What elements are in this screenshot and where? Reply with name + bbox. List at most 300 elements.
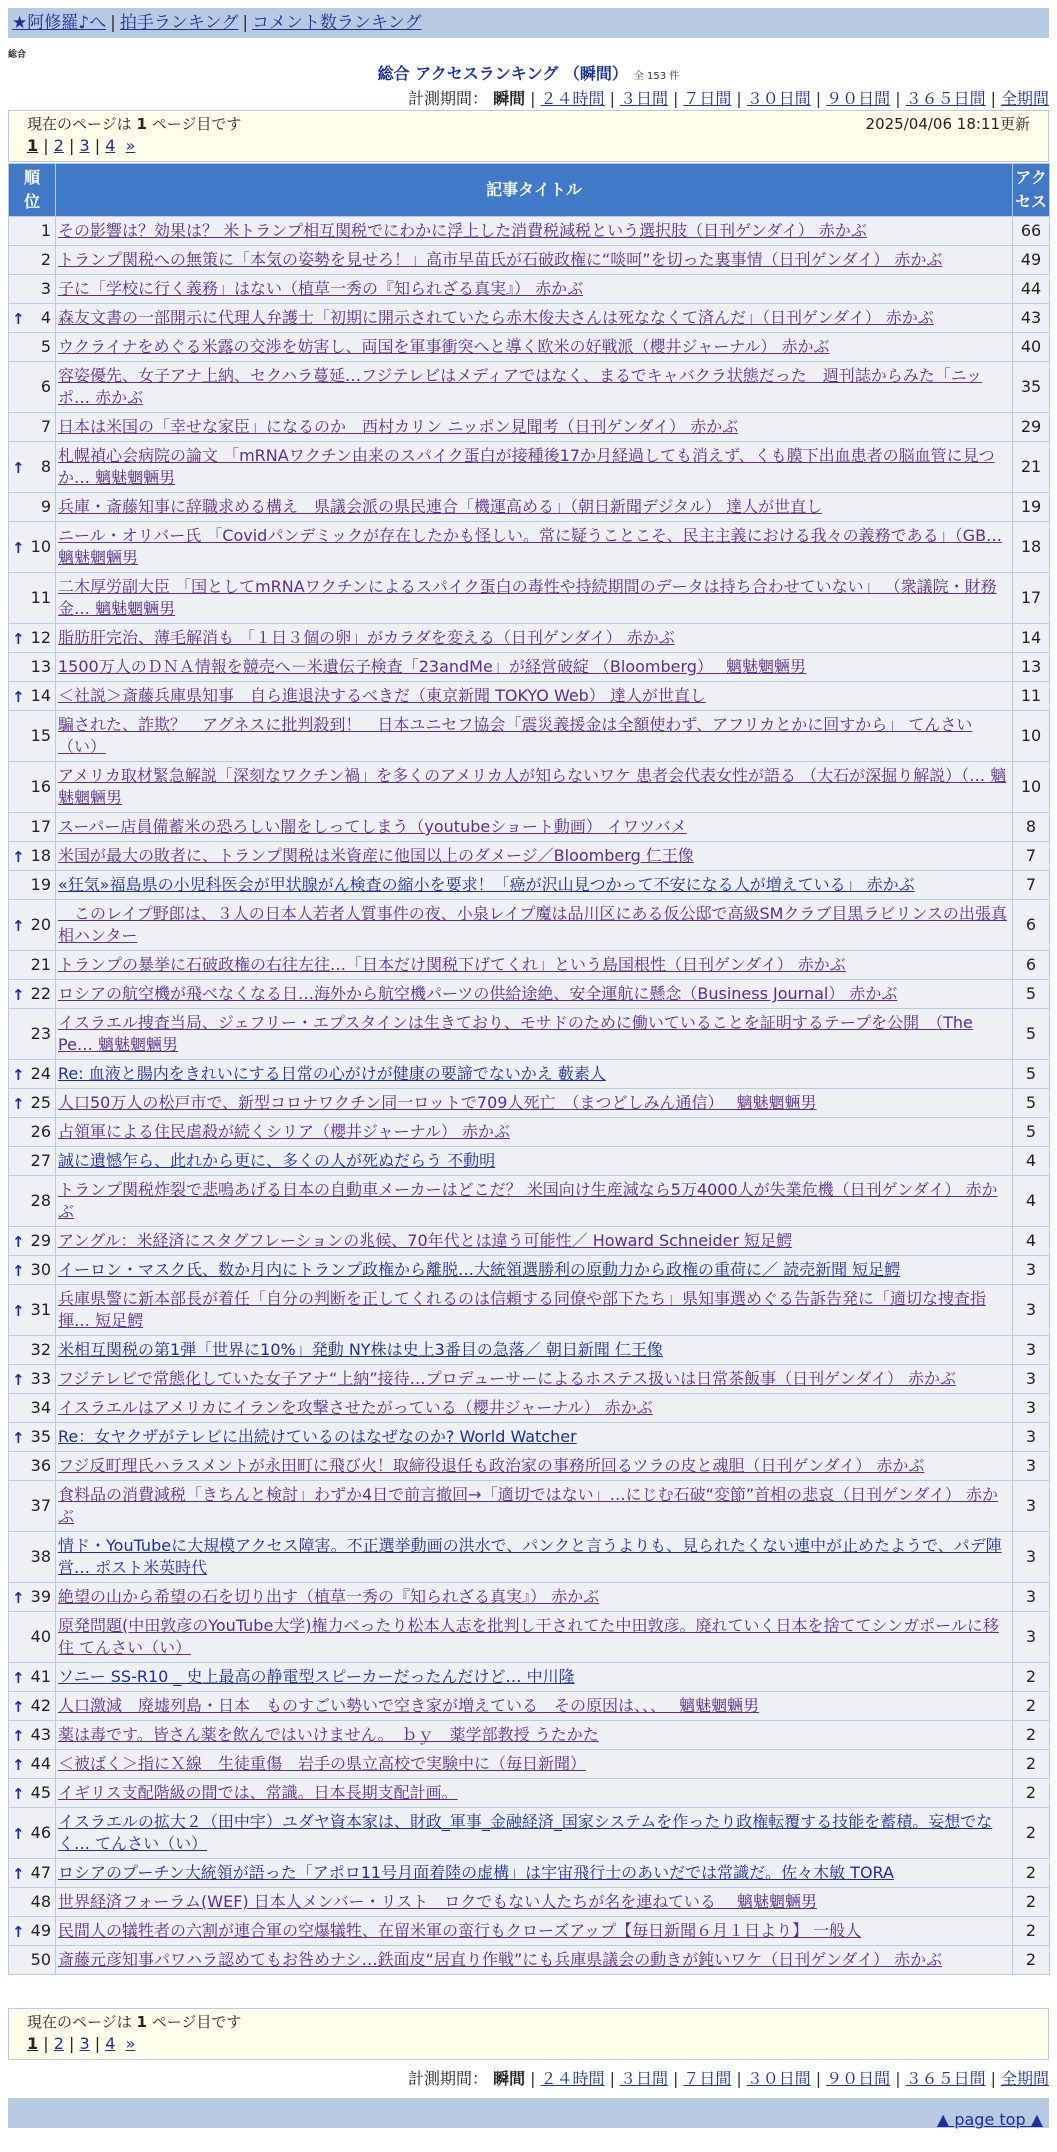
title-cell bbox=[56, 362, 1013, 413]
access-count-cell: 3 bbox=[1013, 1336, 1050, 1365]
rank-number: 37 bbox=[30, 1496, 51, 1515]
access-count-cell: 3 bbox=[1013, 1256, 1050, 1285]
title-cell bbox=[56, 871, 1013, 900]
title-cell bbox=[56, 1946, 1013, 1975]
rank-cell bbox=[9, 624, 56, 653]
rank-cell bbox=[9, 1612, 56, 1663]
title-cell bbox=[56, 951, 1013, 980]
access-count-cell: 5 bbox=[1013, 1009, 1050, 1060]
table-row bbox=[9, 522, 1050, 573]
article-title-link[interactable]: アングル：米経済にスタグフレーションの兆候、70年代とは違う可能性／ Howard Schneider 短足鰐 bbox=[58, 1231, 793, 1250]
page-4-link[interactable]: 4 bbox=[105, 2034, 116, 2053]
article-title-link[interactable]: ウクライナをめぐる米露の交渉を妨害し、両国を軍事衝突へと導く欧米の好戦派（櫻井ジャーナル） 赤かぶ bbox=[58, 337, 830, 356]
table-row bbox=[9, 1779, 1050, 1808]
title-cell bbox=[56, 1692, 1013, 1721]
article-title-link[interactable]: トランプ関税炸裂で悲鳴あげる日本の自動車メーカーはどこだ？ 米国向け生産減なら5万4000人が失業危機（日刊ゲンダイ） 赤かぶ bbox=[58, 1180, 998, 1221]
rank-number: 41 bbox=[30, 1667, 51, 1686]
access-count-cell: 10 bbox=[1013, 762, 1050, 813]
rank-number: 46 bbox=[30, 1823, 51, 1842]
period-365d-link[interactable]: ３６５日間 bbox=[905, 2069, 986, 2088]
title-cell bbox=[56, 1336, 1013, 1365]
rank-cell bbox=[9, 217, 56, 246]
table-row bbox=[9, 1176, 1050, 1227]
asyura-home-link[interactable]: ★阿修羅♪へ bbox=[12, 13, 107, 33]
rank-number: 2 bbox=[40, 250, 51, 269]
table-row bbox=[9, 1946, 1050, 1975]
rank-number: 47 bbox=[30, 1863, 51, 1882]
rank-up-arrow-icon: ↑ bbox=[12, 539, 25, 557]
access-count-cell: 2 bbox=[1013, 1946, 1050, 1975]
access-count-cell: 8 bbox=[1013, 813, 1050, 842]
rank-cell bbox=[9, 1009, 56, 1060]
title-cell bbox=[56, 653, 1013, 682]
rank-number: 22 bbox=[30, 984, 51, 1003]
rank-number: 50 bbox=[30, 1950, 51, 1969]
ranking-table bbox=[8, 163, 1050, 1975]
rank-number: 40 bbox=[30, 1627, 51, 1646]
article-title-link[interactable]: ソニー SS-R10 _ 史上最高の静電型スピーカーだったんだけど… 中川隆 bbox=[58, 1667, 575, 1686]
rank-cell bbox=[9, 1147, 56, 1176]
access-count-cell: 3 bbox=[1013, 1583, 1050, 1612]
period-90d-link[interactable]: ９０日間 bbox=[826, 89, 891, 108]
article-title-link[interactable]: 情ド・YouTubeに大規模アクセス障害。不正選挙動画の洪水で、パンクと言うよりも、見られたくない連中が止めたようで、パデ陣営… ポスト米英時代 bbox=[58, 1536, 1002, 1577]
article-title-link[interactable]: 食料品の消費減税「きちんと検討」わずか4日で前言撤回→「適切ではない」…にじむ石破“変節”首相の悲哀（日刊ゲンダイ） 赤かぶ bbox=[58, 1485, 998, 1526]
article-title-link[interactable]: 薬は毒です。皆さん薬を飲んではいけません。 ｂｙ 薬学部教授 うたかた bbox=[58, 1725, 599, 1744]
rank-number: 36 bbox=[30, 1456, 51, 1475]
rank-number: 19 bbox=[30, 875, 51, 894]
access-count-cell: 17 bbox=[1013, 573, 1050, 624]
table-row bbox=[9, 842, 1050, 871]
article-title-link[interactable]: 日本は米国の「幸せな家臣」になるのか 西村カリン ニッポン見聞考（日刊ゲンダイ） 赤かぶ bbox=[58, 417, 739, 436]
table-row bbox=[9, 1721, 1050, 1750]
article-title-link[interactable]: 二木厚労副大臣 「国としてmRNAワクチンによるスパイク蛋白の毒性や持続期間のデータは持ち合わせていない」 （衆議院・財務金… 魑魅魍魎男 bbox=[58, 577, 997, 618]
title-cell bbox=[56, 1256, 1013, 1285]
article-title-link[interactable]: 脂肪肝完治、薄毛解消も 「１日３個の卵」がカラダを変える（日刊ゲンダイ） 赤かぶ bbox=[58, 628, 675, 647]
rank-cell bbox=[9, 1692, 56, 1721]
access-count-cell: 66 bbox=[1013, 217, 1050, 246]
table-row bbox=[9, 1285, 1050, 1336]
article-title-link[interactable]: スーパー店員備蓄米の恐ろしい闇をしってしまう（youtubeショート動画） イワツバメ bbox=[58, 817, 687, 836]
rank-cell bbox=[9, 1808, 56, 1859]
rank-number: 20 bbox=[30, 915, 51, 934]
rank-cell bbox=[9, 1859, 56, 1888]
pagination-top: 1 | 2 | 3 | 4 » bbox=[27, 136, 136, 155]
table-row bbox=[9, 1692, 1050, 1721]
article-title-link[interactable]: ニール・オリバー氏 「Covidパンデミックが存在したかも怪しい。常に疑うことこそ、民主主義における我々の義務である」（GB… 魑魅魍魎男 bbox=[58, 526, 1003, 567]
article-title-link[interactable]: 民間人の犠牲者の六割が連合軍の空爆犠牲、在留米軍の蛮行もクローズアップ【毎日新聞６月１日より】 一般人 bbox=[58, 1921, 862, 1940]
table-row bbox=[9, 1365, 1050, 1394]
access-count-cell: 40 bbox=[1013, 333, 1050, 362]
table-row bbox=[9, 1009, 1050, 1060]
article-title-link[interactable]: 原発問題(中田敦彦のYouTube大学)権力べったり松本人志を批判し干されてた中田敦彦。廃れていく日本を捨ててシンガポールに移住 てんさい（い） bbox=[58, 1616, 999, 1657]
access-count-cell: 3 bbox=[1013, 1481, 1050, 1532]
rank-cell bbox=[9, 1663, 56, 1692]
table-row bbox=[9, 1750, 1050, 1779]
access-count-cell: 7 bbox=[1013, 871, 1050, 900]
table-header-row bbox=[9, 164, 1050, 217]
table-row bbox=[9, 980, 1050, 1009]
rank-cell bbox=[9, 304, 56, 333]
table-row bbox=[9, 1583, 1050, 1612]
rank-cell bbox=[9, 1888, 56, 1917]
title-cell bbox=[56, 1227, 1013, 1256]
ranking-table-body bbox=[9, 217, 1050, 1975]
table-row bbox=[9, 275, 1050, 304]
rank-up-arrow-icon: ↑ bbox=[12, 1785, 25, 1803]
rank-cell bbox=[9, 762, 56, 813]
period-selector-bottom: 計測期間： 瞬間 | ２４時間 | ３日間 | ７日間 | ３０日間 | ９０日間 | ３６５日間 | 全期間 bbox=[408, 2069, 1049, 2088]
article-title-link[interactable]: ＜被ばく＞指にＸ線 生徒重傷 岩手の県立高校で実験中に（毎日新聞） bbox=[58, 1754, 587, 1773]
title-cell bbox=[56, 682, 1013, 711]
rank-number: 13 bbox=[30, 657, 51, 676]
table-row bbox=[9, 1118, 1050, 1147]
period-30d-link[interactable]: ３０日間 bbox=[746, 2069, 811, 2088]
table-row bbox=[9, 682, 1050, 711]
rank-cell bbox=[9, 275, 56, 304]
article-title-link[interactable]: Re: 血液と腸内をきれいにする日常の心がけが健康の要諦でないかえ 藪素人 bbox=[58, 1064, 606, 1083]
article-title-link[interactable]: 絶望の山から希望の石を切り出す（植草一秀の『知られざる真実』） 赤かぶ bbox=[58, 1587, 600, 1606]
title-cell bbox=[56, 217, 1013, 246]
access-count-cell: 2 bbox=[1013, 1750, 1050, 1779]
rank-number: 45 bbox=[30, 1783, 51, 1802]
access-count-cell: 49 bbox=[1013, 246, 1050, 275]
article-title-link[interactable]: フジテレビで常態化していた女子アナ“上納”接待…プロデューサーによるホステス扱いは日常茶飯事（日刊ゲンダイ） 赤かぶ bbox=[58, 1369, 956, 1388]
top-nav-bar bbox=[8, 8, 1049, 38]
article-title-link[interactable]: 占領軍による住民虐殺が続くシリア（櫻井ジャーナル） 赤かぶ bbox=[58, 1122, 510, 1141]
rank-cell bbox=[9, 1394, 56, 1423]
article-title-link[interactable]: Re：女ヤクザがテレビに出続けているのはなぜなのか? World Watcher bbox=[58, 1427, 577, 1446]
access-count-cell: 3 bbox=[1013, 1423, 1050, 1452]
rank-cell bbox=[9, 1583, 56, 1612]
article-title-link[interactable]: イスラエルの拡大２（田中宇）ユダヤ資本家は、財政_軍事_金融経済_国家システムを作ったり政権転覆する技能を蓄積。妄想でなく… てんさい（い） bbox=[58, 1812, 993, 1853]
title-cell bbox=[56, 1808, 1013, 1859]
title-cell bbox=[56, 1452, 1013, 1481]
comment-ranking-link[interactable]: コメント数ランキング bbox=[252, 13, 422, 33]
period-7d-link[interactable]: ７日間 bbox=[683, 89, 732, 108]
current-page-text-bottom: 現在のページは 1 ページ目です bbox=[27, 2013, 242, 2031]
rank-number: 9 bbox=[40, 497, 51, 516]
title-cell bbox=[56, 1394, 1013, 1423]
period-all-link[interactable]: 全期間 bbox=[1000, 89, 1049, 108]
table-row bbox=[9, 493, 1050, 522]
rank-cell bbox=[9, 246, 56, 275]
bottom-bar bbox=[8, 2098, 1049, 2128]
rank-up-arrow-icon: ↑ bbox=[12, 1825, 25, 1843]
title-cell bbox=[56, 1750, 1013, 1779]
article-title-link[interactable]: イーロン・マスク氏、数か月内にトランプ政権から離脱…大統領選勝利の原動力から政権の重荷に／ 読売新聞 短足鰐 bbox=[58, 1260, 901, 1279]
access-count-cell: 35 bbox=[1013, 362, 1050, 413]
access-count-cell: 5 bbox=[1013, 1089, 1050, 1118]
article-title-link[interactable]: «狂気»福島県の小児科医会が甲状腺がん検査の縮小を要求！「癌が沢山見つかって不安になる人が増えている」 赤かぶ bbox=[58, 875, 915, 894]
period-90d-link[interactable]: ９０日間 bbox=[826, 2069, 891, 2088]
article-title-link[interactable]: トランプ関税への無策に「本気の姿勢を見せろ！」高市早苗氏が石破政権に“啖呵”を切った裏事情（日刊ゲンダイ） 赤かぶ bbox=[58, 250, 943, 269]
page-1-current: 1 bbox=[27, 136, 39, 155]
access-count-cell: 3 bbox=[1013, 1285, 1050, 1336]
rank-number: 21 bbox=[30, 955, 51, 974]
rank-number: 29 bbox=[30, 1231, 51, 1250]
page-1-current: 1 bbox=[27, 2034, 39, 2053]
title-cell bbox=[56, 624, 1013, 653]
table-row bbox=[9, 1227, 1050, 1256]
access-count-cell: 2 bbox=[1013, 1692, 1050, 1721]
article-title-link[interactable]: 兵庫県警に新本部長が着任「自分の判断を正してくれるのは信頼する同僚や部下たち」県知事選めぐる告訴告発に「適切な捜査指揮… 短足鰐 bbox=[58, 1289, 987, 1330]
rank-number: 35 bbox=[30, 1427, 51, 1446]
col-access-header: アク セス bbox=[1013, 164, 1050, 217]
rank-cell bbox=[9, 1365, 56, 1394]
page-info-bottom bbox=[8, 2008, 1049, 2060]
page-3-link[interactable]: 3 bbox=[79, 136, 90, 155]
page-2-link[interactable]: 2 bbox=[53, 136, 64, 155]
title-cell bbox=[56, 1009, 1013, 1060]
article-title-link[interactable]: ロシアの航空機が飛べなくなる日…海外から航空機パーツの供給途絶、安全運航に懸念（Business Journal） 赤かぶ bbox=[58, 984, 898, 1003]
rank-number: 44 bbox=[30, 1754, 51, 1773]
pagination-bottom: 1 | 2 | 3 | 4 » bbox=[27, 2034, 136, 2053]
title-cell bbox=[56, 493, 1013, 522]
page-2-link[interactable]: 2 bbox=[53, 2034, 64, 2053]
rank-number: 14 bbox=[30, 686, 51, 705]
table-row bbox=[9, 624, 1050, 653]
article-title-link[interactable]: 札幌禎心会病院の論文 「mRNAワクチン由来のスパイク蛋白が接種後17か月経過しても消えず、くも膜下出血患者の脳血管に見つか… 魑魅魍魎男 bbox=[58, 446, 995, 487]
rank-number: 31 bbox=[30, 1300, 51, 1319]
table-row bbox=[9, 1917, 1050, 1946]
title-cell bbox=[56, 1779, 1013, 1808]
rank-up-arrow-icon: ↑ bbox=[12, 1756, 25, 1774]
article-title-link[interactable]: 騙された、詐欺？ アグネスに批判殺到！ 日本ユニセフ協会「震災義援金は全額使わず、アフリカとかに回すから」 てんさい（い） bbox=[58, 715, 973, 756]
title-cell bbox=[56, 573, 1013, 624]
access-count-cell: 2 bbox=[1013, 1888, 1050, 1917]
title-cell bbox=[56, 980, 1013, 1009]
table-row bbox=[9, 762, 1050, 813]
title-cell bbox=[56, 1917, 1013, 1946]
title-cell bbox=[56, 762, 1013, 813]
rank-number: 6 bbox=[40, 377, 51, 396]
article-title-link[interactable]: 米国が最大の敗者に、トランプ関税は米資産に他国以上のダメージ／Bloomberg 仁王像 bbox=[58, 846, 694, 865]
rank-up-arrow-icon: ↑ bbox=[12, 1669, 25, 1687]
period-3d-link[interactable]: ３日間 bbox=[619, 2069, 668, 2088]
access-count-cell: 3 bbox=[1013, 1612, 1050, 1663]
table-row bbox=[9, 1394, 1050, 1423]
rank-number: 34 bbox=[30, 1398, 51, 1417]
table-row bbox=[9, 653, 1050, 682]
article-title-link[interactable]: ＜社説＞斎藤兵庫県知事 自ら進退決するべきだ（東京新聞 TOKYO Web） 達人が世直し bbox=[58, 686, 706, 705]
rank-number: 26 bbox=[30, 1122, 51, 1141]
rank-cell bbox=[9, 682, 56, 711]
table-row bbox=[9, 1423, 1050, 1452]
breadcrumb: 総合 bbox=[8, 50, 27, 60]
title-cell bbox=[56, 711, 1013, 762]
rank-number: 1 bbox=[40, 221, 51, 240]
rank-cell bbox=[9, 1336, 56, 1365]
rank-number: 28 bbox=[30, 1191, 51, 1210]
access-count-cell: 3 bbox=[1013, 1532, 1050, 1583]
title-cell bbox=[56, 900, 1013, 951]
title-cell bbox=[56, 1663, 1013, 1692]
rank-cell bbox=[9, 653, 56, 682]
page-top-link[interactable]: ▲ page top ▲ bbox=[936, 2110, 1043, 2129]
article-title-link[interactable]: 世界経済フォーラム(WEF) 日本人メンバー・リスト ロクでもない人たちが名を連ねている 魑魅魍魎男 bbox=[58, 1892, 817, 1911]
table-row bbox=[9, 1888, 1050, 1917]
rank-cell bbox=[9, 842, 56, 871]
rank-number: 17 bbox=[30, 817, 51, 836]
rank-up-arrow-icon: ↑ bbox=[12, 1233, 25, 1251]
article-title-link[interactable]: 誠に遺憾乍ら、此れから更に、多くの人が死ぬだらう 不動明 bbox=[58, 1151, 496, 1170]
table-row bbox=[9, 1089, 1050, 1118]
rank-cell bbox=[9, 813, 56, 842]
table-row bbox=[9, 1336, 1050, 1365]
article-title-link[interactable]: その影響は？効果は？ 米トランプ相互関税でにわかに浮上した消費税減税という選択肢（日刊ゲンダイ） 赤かぶ bbox=[58, 221, 867, 240]
title-cell bbox=[56, 1612, 1013, 1663]
table-row bbox=[9, 951, 1050, 980]
period-all-link[interactable]: 全期間 bbox=[1000, 2069, 1049, 2088]
period-365d-link[interactable]: ３６５日間 bbox=[905, 89, 986, 108]
article-title-link[interactable]: トランプの暴挙に石破政権の右往左往…「日本だけ関税下げてくれ」という島国根性（日刊ゲンダイ） 赤かぶ bbox=[58, 955, 846, 974]
rank-cell bbox=[9, 1060, 56, 1089]
page-title-text: 総合 アクセスランキング （瞬間） bbox=[377, 64, 628, 83]
table-row bbox=[9, 217, 1050, 246]
rank-number: 30 bbox=[30, 1260, 51, 1279]
period-selector-top: 計測期間： 瞬間 | ２４時間 | ３日間 | ７日間 | ３０日間 | ９０日間 | ３６５日間 | 全期間 bbox=[408, 89, 1049, 108]
rank-up-arrow-icon: ↑ bbox=[12, 1302, 25, 1320]
title-cell bbox=[56, 813, 1013, 842]
title-cell bbox=[56, 1583, 1013, 1612]
table-row bbox=[9, 813, 1050, 842]
rank-cell bbox=[9, 1176, 56, 1227]
rank-number: 33 bbox=[30, 1369, 51, 1388]
article-title-link[interactable]: イギリス支配階級の間では、常識。日本長期支配計画。 bbox=[58, 1783, 458, 1802]
article-title-link[interactable]: 容姿優先、女子アナ上納、セクハラ蔓延…フジテレビはメディアではなく、まるでキャバクラ状態だった 週刊誌からみた「ニッポ… 赤かぶ bbox=[58, 366, 983, 407]
rank-cell bbox=[9, 1118, 56, 1147]
title-cell bbox=[56, 1859, 1013, 1888]
period-24h-link[interactable]: ２４時間 bbox=[540, 2069, 605, 2088]
title-cell bbox=[56, 1147, 1013, 1176]
access-count-cell: 13 bbox=[1013, 653, 1050, 682]
access-count-cell: 2 bbox=[1013, 1663, 1050, 1692]
rank-up-arrow-icon: ↑ bbox=[12, 848, 25, 866]
applause-ranking-link[interactable]: 拍手ランキング bbox=[119, 13, 239, 33]
article-title-link[interactable]: 森友文書の一部開示に代理人弁護士「初期に開示されていたら赤木俊夫さんは死ななくて済んだ」（日刊ゲンダイ） 赤かぶ bbox=[58, 308, 934, 327]
rank-cell bbox=[9, 1779, 56, 1808]
title-cell bbox=[56, 1888, 1013, 1917]
table-row bbox=[9, 333, 1050, 362]
access-count-cell: 6 bbox=[1013, 951, 1050, 980]
rank-number: 12 bbox=[30, 628, 51, 647]
period-7d-link[interactable]: ７日間 bbox=[683, 2069, 732, 2088]
page-3-link[interactable]: 3 bbox=[79, 2034, 90, 2053]
rank-cell bbox=[9, 1946, 56, 1975]
rank-number: 5 bbox=[40, 337, 51, 356]
table-row bbox=[9, 362, 1050, 413]
rank-number: 38 bbox=[30, 1547, 51, 1566]
article-title-link[interactable]: 斎藤元彦知事パワハラ認めてもお咎めナシ…鉄面皮“居直り作戦”にも兵庫県議会の動きが鈍いワケ（日刊ゲンダイ） 赤かぶ bbox=[58, 1950, 943, 1969]
rank-up-arrow-icon: ↑ bbox=[12, 1865, 25, 1883]
rank-number: 39 bbox=[30, 1587, 51, 1606]
article-title-link[interactable]: このレイプ野郎は、３人の日本人若者人質事件の夜、小泉レイプ魔は品川区にある仮公邸で高級SMクラブ目黒ラビリンスの出張真相ハンター bbox=[58, 904, 1007, 945]
next-page-link[interactable]: » bbox=[125, 2034, 136, 2053]
article-title-link[interactable]: アメリカ取材緊急解説「深刻なワクチン禍」を多くのアメリカ人が知らないワケ 患者会代表女性が語る （大石が深掘り解説）（… 魑魅魍魎男 bbox=[58, 766, 1007, 807]
period-3d-link[interactable]: ３日間 bbox=[619, 89, 668, 108]
rank-up-arrow-icon: ↑ bbox=[12, 986, 25, 1004]
rank-cell bbox=[9, 1917, 56, 1946]
table-row bbox=[9, 304, 1050, 333]
rank-cell bbox=[9, 1285, 56, 1336]
rank-up-arrow-icon: ↑ bbox=[12, 630, 25, 648]
rank-cell bbox=[9, 900, 56, 951]
access-count-cell: 2 bbox=[1013, 1859, 1050, 1888]
rank-cell bbox=[9, 1256, 56, 1285]
table-row bbox=[9, 1532, 1050, 1583]
period-instant-current: 瞬間 bbox=[493, 2069, 526, 2088]
access-count-cell: 43 bbox=[1013, 304, 1050, 333]
access-count-cell: 5 bbox=[1013, 1060, 1050, 1089]
article-title-link[interactable]: イスラエルはアメリカにイランを攻撃させたがっている（櫻井ジャーナル） 赤かぶ bbox=[58, 1398, 653, 1417]
rank-up-arrow-icon: ↑ bbox=[12, 1589, 25, 1607]
rank-number: 10 bbox=[30, 537, 51, 556]
table-row bbox=[9, 1612, 1050, 1663]
rank-cell bbox=[9, 442, 56, 493]
article-title-link[interactable]: 人口50万人の松戸市で、新型コロナワクチン同一ロットで709人死亡 （まつどしみん通信） 魑魅魍魎男 bbox=[58, 1093, 817, 1112]
rank-cell bbox=[9, 573, 56, 624]
rank-number: 8 bbox=[40, 457, 51, 476]
access-count-cell: 18 bbox=[1013, 522, 1050, 573]
title-cell bbox=[56, 522, 1013, 573]
rank-up-arrow-icon: ↑ bbox=[12, 688, 25, 706]
rank-number: 11 bbox=[30, 588, 51, 607]
period-label: 計測期間： bbox=[408, 2069, 489, 2088]
nav-separator: | bbox=[110, 13, 116, 33]
article-title-link[interactable]: 兵庫・斎藤知事に辞職求める構え 県議会派の県民連合「機運高める」（朝日新聞デジタル） 達人が世直し bbox=[58, 497, 823, 516]
rank-number: 23 bbox=[30, 1024, 51, 1043]
access-count-cell: 5 bbox=[1013, 1118, 1050, 1147]
access-count-cell: 7 bbox=[1013, 842, 1050, 871]
table-row bbox=[9, 711, 1050, 762]
access-count-cell: 11 bbox=[1013, 682, 1050, 711]
article-title-link[interactable]: 米相互関税の第1弾「世界に10%」発動 NY株は史上3番目の急落／ 朝日新聞 仁王像 bbox=[58, 1340, 663, 1359]
total-count: 全 153 件 bbox=[633, 71, 680, 82]
article-title-link[interactable]: 子に「学校に行く義務」はない（植草一秀の『知られざる真実』） 赤かぶ bbox=[58, 279, 584, 298]
period-24h-link[interactable]: ２４時間 bbox=[540, 89, 605, 108]
nav-separator: | bbox=[242, 13, 249, 33]
col-rank-header: 順 位 bbox=[9, 164, 56, 217]
title-cell bbox=[56, 1532, 1013, 1583]
period-label: 計測期間： bbox=[408, 89, 489, 108]
title-cell bbox=[56, 1089, 1013, 1118]
article-title-link[interactable]: フジ反町理氏ハラスメントが永田町に飛び火！取締役退任も政治家の事務所回るツラの皮と魂胆（日刊ゲンダイ） 赤かぶ bbox=[58, 1456, 925, 1475]
access-count-cell: 5 bbox=[1013, 980, 1050, 1009]
rank-number: 27 bbox=[30, 1151, 51, 1170]
access-count-cell: 3 bbox=[1013, 1452, 1050, 1481]
rank-up-arrow-icon: ↑ bbox=[12, 1923, 25, 1941]
rank-up-arrow-icon: ↑ bbox=[12, 1698, 25, 1716]
page-info-top bbox=[8, 110, 1049, 162]
rank-cell bbox=[9, 1227, 56, 1256]
title-cell bbox=[56, 333, 1013, 362]
rank-cell bbox=[9, 951, 56, 980]
article-title-link[interactable]: イスラエル捜査当局、ジェフリー・エプスタインは生きており、モサドのために働いていることを証明するテープを公開 （The Pe… 魑魅魍魎男 bbox=[58, 1013, 973, 1054]
rank-cell bbox=[9, 1481, 56, 1532]
table-row bbox=[9, 1452, 1050, 1481]
next-page-link[interactable]: » bbox=[125, 136, 136, 155]
article-title-link[interactable]: 人口激減 廃墟列島・日本 ものすごい勢いで空き家が増えている その原因は、、、 魑魅魍魎男 bbox=[58, 1696, 760, 1715]
page-4-link[interactable]: 4 bbox=[105, 136, 116, 155]
table-row bbox=[9, 246, 1050, 275]
article-title-link[interactable]: 1500万人のＤＮＡ情報を競売へ－米遺伝子検査「23andMe」が経営破綻 （Bloomberg） 魑魅魍魎男 bbox=[58, 657, 807, 676]
article-title-link[interactable]: ロシアのプーチン大統領が語った「アポロ11号月面着陸の虚構」は宇宙飛行士のあいだでは常識だ。佐々木敏 TORA bbox=[58, 1863, 894, 1882]
rank-cell bbox=[9, 1750, 56, 1779]
period-30d-link[interactable]: ３０日間 bbox=[746, 89, 811, 108]
access-count-cell: 44 bbox=[1013, 275, 1050, 304]
title-cell bbox=[56, 1721, 1013, 1750]
rank-cell bbox=[9, 333, 56, 362]
